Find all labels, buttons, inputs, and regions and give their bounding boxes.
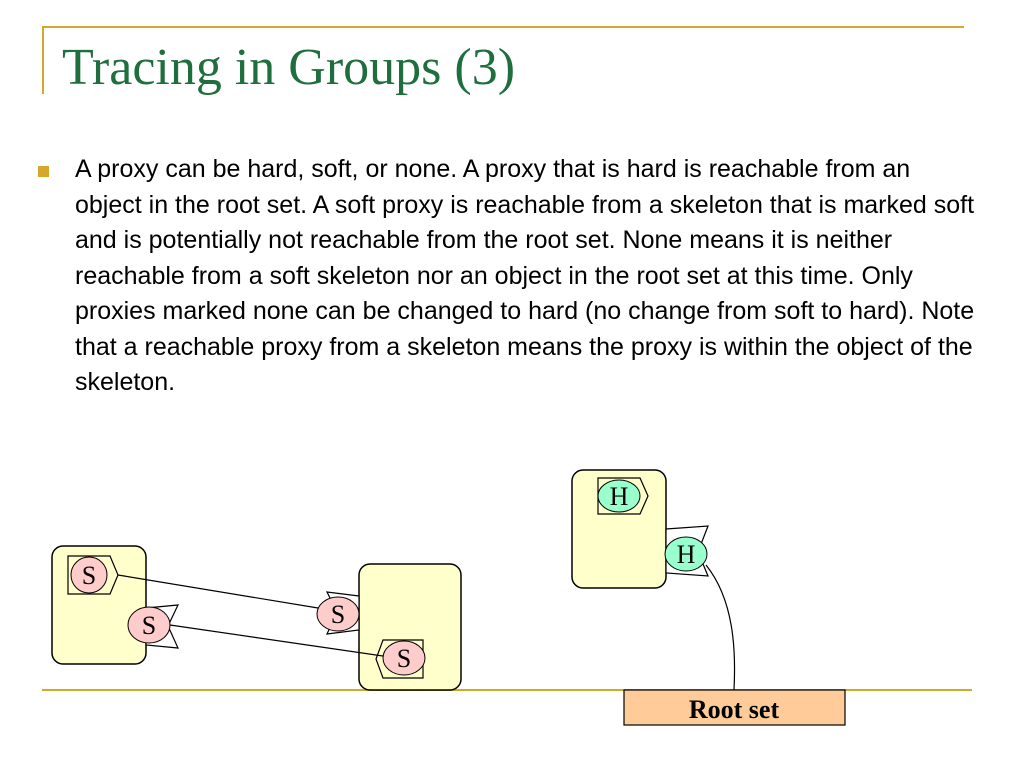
- reference-line-s1-to-s3: [118, 575, 318, 608]
- bullet-text: A proxy can be hard, soft, or none. A proxy that is hard is reachable from an object in the root set. A soft proxy is reachable from a skeleton that is marked soft and is potentially not reachable from the root set. None means it is neither reachable from a soft skeleton nor an object in the root set at this time. Only proxies marked none can be changed to hard (no change from soft to hard). Note that a reachable proxy from a skeleton means the proxy is within the object of the skeleton.: [75, 155, 975, 396]
- soft-node-s2-label: S: [141, 611, 157, 640]
- soft-node-s1-label: S: [81, 561, 97, 590]
- hard-node-h1-label: H: [609, 482, 629, 511]
- soft-node-s2: [128, 607, 170, 643]
- hard-node-h2: [665, 537, 707, 571]
- hard-node-h1: [598, 480, 640, 512]
- soft-node-s3: [317, 597, 359, 631]
- soft-node-s4-label: S: [396, 644, 412, 673]
- soft-node-s3-label: S: [330, 600, 346, 629]
- hard-node-h2-label: H: [676, 540, 696, 569]
- slide-title: Tracing in Groups (3): [62, 39, 516, 96]
- root-set-label: Root set: [688, 695, 780, 724]
- reference-line-root-to-h2: [706, 565, 735, 690]
- soft-node-s1: [71, 557, 107, 593]
- root-set-box: [624, 690, 845, 725]
- soft-node-s4: [383, 641, 425, 675]
